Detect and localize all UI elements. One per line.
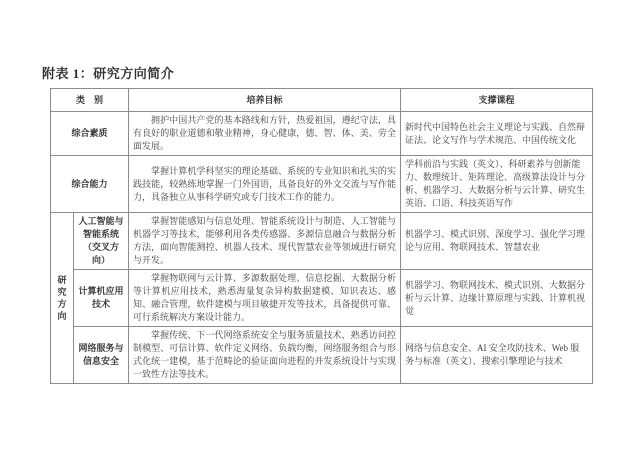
objective-text: 掌握计算机学科坚实的理论基础、系统的专业知识和扎实的实践技能，较熟练地掌握一门外国语，具备良好的外文交流与写作能力，具备独立从事科学研究或专门技术工作的能力。 xyxy=(133,165,397,202)
table-row-ai-intelligent-systems xyxy=(51,213,593,270)
category-cell: 综合素质 xyxy=(51,112,129,156)
header-objective: 培养目标 xyxy=(129,89,401,112)
objective-cell xyxy=(129,112,401,156)
group-cell-research-direction: 研究方向 xyxy=(51,213,74,384)
table-row-comprehensive-ability xyxy=(51,156,593,213)
courses-cell: 学科前沿与实践（英文）、科研素养与创新能力、数理统计、矩阵理论、高级算法设计与分析、机器学习、大数据分析与云计算、研究生英语、口语、科技英语写作 xyxy=(401,156,593,213)
courses-cell: 机器学习、模式识别、深度学习、强化学习理论与应用、物联网技术、智慧农业 xyxy=(401,213,593,270)
objective-cell xyxy=(129,156,401,213)
courses-cell: 网络与信息安全、AI 安全攻防技术、Web 服务与标准（英文）、搜索引擎理论与技术 xyxy=(401,327,593,384)
objective-cell xyxy=(129,270,401,327)
courses-cell: 机器学习、物联网技术、模式识别、大数据分析与云计算、边缘计算原理与实践、计算机视觉 xyxy=(401,270,593,327)
table-row-network-security xyxy=(51,327,593,384)
category-cell: 综合能力 xyxy=(51,156,129,213)
objective-text: 掌握智能感知与信息处理、智能系统设计与制造、人工智能与机器学习等技术，能够利用各类传感器、多源信息融合与数据分析方法，面向智能测控、机器人技术、现代智慧农业等领域进行研究与开发。 xyxy=(133,216,397,265)
objective-cell xyxy=(129,327,401,384)
objective-text: 拥护中国共产党的基本路线和方针，热爱祖国，遵纪守法，具有良好的职业道德和敬业精神，身心健康，德、智、体、美、劳全面发展。 xyxy=(133,115,397,151)
courses-cell: 新时代中国特色社会主义理论与实践、自然辩证法、论文写作与学术规范、中国传统文化 xyxy=(401,112,593,156)
objective-text: 掌握传统、下一代网络系统安全与服务质量技术，熟悉访问控制模型、可信计算、软件定义网络、负载均衡，网络服务组合与形式化统一建模，基于范畴论的验证面向进程的并发系统设计与实现一致性方法等技术。 xyxy=(133,330,397,379)
table-row-computer-application xyxy=(51,270,593,327)
header-courses: 支撑课程 xyxy=(401,89,593,112)
header-category: 类 别 xyxy=(51,89,129,112)
category-cell: 计算机应用技术 xyxy=(74,270,129,327)
category-cell: 网络服务与信息安全 xyxy=(74,327,129,384)
objective-text: 掌握物联网与云计算、多源数据处理、信息挖掘、大数据分析等计算机应用技术，熟悉海量复杂异构数据建模、知识表达、感知、融合管理，软件建模与项目敏捷开发等技术，具备提供可靠、可行系统解决方案设计能力。 xyxy=(133,273,397,322)
objective-cell xyxy=(129,213,401,270)
research-directions-table xyxy=(50,88,593,384)
table-header-row xyxy=(51,89,593,112)
table-row-comprehensive-quality xyxy=(51,112,593,156)
category-cell: 人工智能与智能系统（交叉方向） xyxy=(74,213,129,270)
page-title: 附表 1：研究方向简介 xyxy=(42,66,175,81)
